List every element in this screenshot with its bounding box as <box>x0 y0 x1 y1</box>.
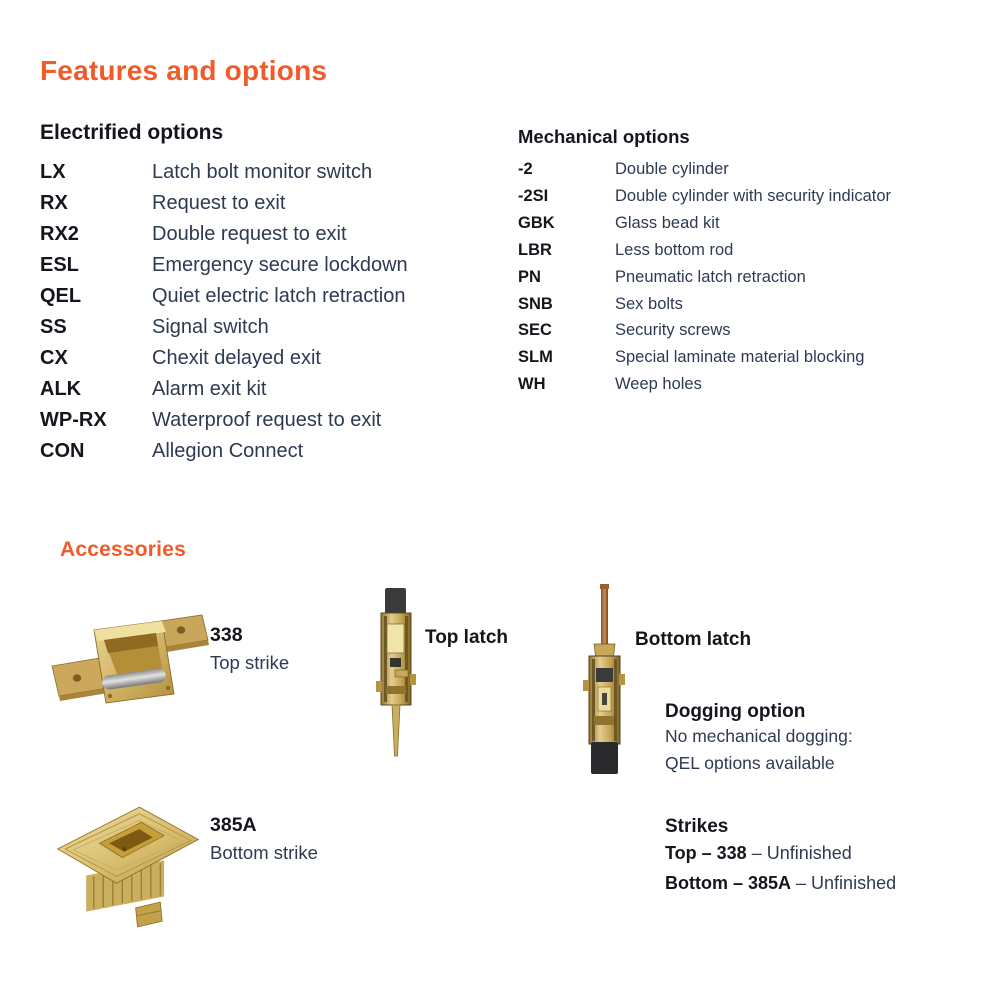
option-description: Security screws <box>615 321 731 340</box>
top-strike-caption: Top strike <box>210 652 290 673</box>
mechanical-options-heading: Mechanical options <box>518 126 690 147</box>
option-row <box>518 156 988 183</box>
option-row <box>518 210 988 237</box>
option-description: Waterproof request to exit <box>152 409 382 431</box>
top-latch-image <box>372 586 420 758</box>
option-row <box>40 281 510 312</box>
option-code: SLM <box>518 348 553 367</box>
option-description: Alarm exit kit <box>152 378 267 400</box>
option-row <box>518 237 988 264</box>
strike-line-bold: Top – 338 <box>665 843 747 863</box>
option-description: Request to exit <box>152 192 286 214</box>
option-code: LX <box>40 161 66 183</box>
option-code: SNB <box>518 294 553 313</box>
option-description: Chexit delayed exit <box>152 347 321 369</box>
option-row <box>40 219 510 250</box>
strikes-block <box>665 816 975 898</box>
option-row <box>518 264 988 291</box>
option-code: CON <box>40 440 85 462</box>
accessories-heading: Accessories <box>60 538 186 561</box>
strike-line-rest: – Unfinished <box>791 873 897 893</box>
option-row <box>518 317 988 344</box>
mechanical-options-section <box>518 126 988 398</box>
dogging-line: No mechanical dogging: <box>665 726 853 746</box>
top-strike-label-block <box>210 622 289 678</box>
option-description: Sex bolts <box>615 294 683 313</box>
option-row <box>40 157 510 188</box>
option-code: LBR <box>518 240 552 259</box>
option-code: WP-RX <box>40 409 107 431</box>
option-code: -2SI <box>518 186 549 205</box>
option-row <box>518 371 988 398</box>
option-row <box>40 250 510 281</box>
option-code: GBK <box>518 213 555 232</box>
strikes-heading: Strikes <box>665 816 729 837</box>
option-code: ESL <box>40 254 79 276</box>
dogging-line: QEL options available <box>665 753 835 773</box>
option-description: Latch bolt monitor switch <box>152 161 373 183</box>
option-description: Double request to exit <box>152 223 347 245</box>
option-code: -2 <box>518 160 533 178</box>
option-row <box>40 312 510 343</box>
mechanical-options-list <box>518 156 988 398</box>
option-code: SS <box>40 316 67 338</box>
strike-line-bold: Bottom – 385A <box>665 873 792 893</box>
dogging-option-block <box>665 701 965 777</box>
option-description: Quiet electric latch retraction <box>152 285 406 307</box>
option-row <box>40 343 510 374</box>
option-description: Glass bead kit <box>615 213 720 232</box>
option-description: Allegion Connect <box>152 440 304 462</box>
option-description: Special laminate material blocking <box>615 348 865 367</box>
electrified-options-heading: Electrified options <box>40 121 224 144</box>
option-description: Emergency secure lockdown <box>152 254 408 276</box>
option-row <box>518 183 988 210</box>
option-code: RX <box>40 192 68 214</box>
option-row <box>40 188 510 219</box>
bottom-latch-image <box>578 584 630 778</box>
option-code: WH <box>518 375 546 394</box>
option-row <box>518 344 988 371</box>
bottom-strike-image <box>52 793 204 941</box>
option-code: SEC <box>518 321 552 340</box>
option-description: Double cylinder <box>615 160 729 178</box>
option-description: Signal switch <box>152 316 269 338</box>
option-code: CX <box>40 347 68 369</box>
strike-line <box>665 868 975 898</box>
top-latch-label: Top latch <box>425 627 509 648</box>
top-strike-model: 338 <box>210 624 243 646</box>
option-description: Weep holes <box>615 375 702 394</box>
page-title: Features and options <box>40 55 328 86</box>
bottom-strike-label-block <box>210 812 318 868</box>
option-description: Double cylinder with security indicator <box>615 186 892 205</box>
electrified-options-list <box>40 157 510 467</box>
option-row <box>518 291 988 318</box>
strike-line <box>665 838 975 868</box>
option-code: PN <box>518 267 541 286</box>
strike-line-rest: – Unfinished <box>746 843 852 863</box>
option-row <box>40 374 510 405</box>
electrified-options-section <box>40 121 510 467</box>
dogging-option-heading: Dogging option <box>665 701 806 722</box>
bottom-latch-label: Bottom latch <box>635 629 752 650</box>
bottom-strike-caption: Bottom strike <box>210 842 318 863</box>
option-code: RX2 <box>40 223 79 245</box>
bottom-strike-model: 385A <box>210 814 257 836</box>
option-row <box>40 405 510 436</box>
option-row <box>40 436 510 467</box>
option-code: ALK <box>40 378 82 400</box>
option-description: Less bottom rod <box>615 240 734 259</box>
option-description: Pneumatic latch retraction <box>615 267 806 286</box>
top-strike-image <box>50 608 210 708</box>
option-code: QEL <box>40 285 82 307</box>
